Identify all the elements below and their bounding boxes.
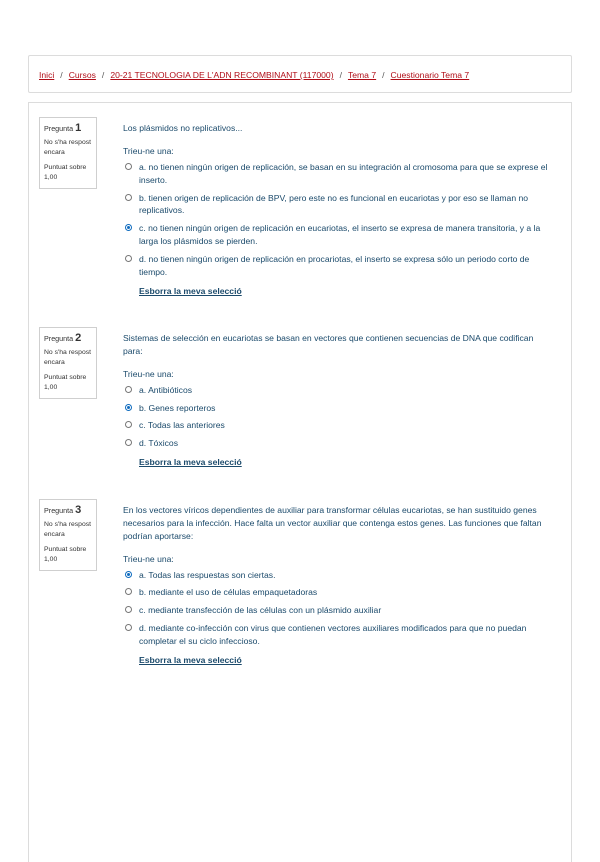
answer-prompt: Trieu-ne una: xyxy=(123,145,174,156)
question-state: No s'ha respost encara xyxy=(44,349,92,366)
option-label: c. mediante transfección de las células con un plásmido auxiliar xyxy=(139,605,382,616)
clear-choice-link[interactable]: Esborra la meva selecció xyxy=(139,457,242,468)
option-label: a. no tienen ningún origen de replicación, se basan en su integración al cromosoma para que se exprese el inserto. xyxy=(139,161,548,185)
answer-option[interactable] xyxy=(123,384,553,397)
question-info-box xyxy=(39,327,97,399)
radio-button[interactable] xyxy=(125,439,132,446)
radio-button[interactable] xyxy=(125,386,132,393)
option-label: d. Tóxicos xyxy=(139,438,179,449)
option-label: c. Todas las anteriores xyxy=(139,420,225,431)
option-label: a. Todas las respuestas son ciertas. xyxy=(139,569,276,580)
option-label: d. no tienen ningún origen de replicación en procariotas, el inserto se expresa sólo un periodo corto de tiempo. xyxy=(139,254,530,278)
answer-option[interactable] xyxy=(123,253,553,279)
question-state: No s'ha respost encara xyxy=(44,139,92,156)
question-state: No s'ha respost encara xyxy=(44,521,92,538)
option-label: a. Antibióticos xyxy=(139,384,193,395)
question-text: Sistemas de selección en eucariotas se basan en vectores que contienen secuencias de DNA que codifican para: xyxy=(123,333,534,356)
answer-option[interactable] xyxy=(123,222,553,248)
breadcrumb-separator: / xyxy=(60,70,63,80)
answer-prompt: Trieu-ne una: xyxy=(123,553,174,564)
breadcrumb-link-course[interactable]: 20-21 TECNOLOGIA DE L'ADN RECOMBINANT (117000) xyxy=(110,70,334,80)
question-text: En los vectores víricos dependientes de auxiliar para transformar células eucariotas, se han sustituido genes necesarios para la infección. Hace falta un vector auxiliar que contenga estos genes. Las funciones que faltan podrían aportarse: xyxy=(123,505,542,541)
question-content xyxy=(123,504,553,667)
clear-choice-link[interactable]: Esborra la meva selecció xyxy=(139,285,242,296)
answer-option[interactable] xyxy=(123,192,553,218)
radio-button[interactable] xyxy=(125,588,132,595)
radio-button[interactable] xyxy=(125,255,132,262)
breadcrumb-separator: / xyxy=(382,70,385,80)
breadcrumb-separator: / xyxy=(101,70,105,80)
radio-button[interactable] xyxy=(125,624,132,631)
answer-option[interactable] xyxy=(123,161,553,187)
breadcrumb xyxy=(39,70,469,80)
breadcrumb-link-cursos[interactable]: Cursos xyxy=(68,70,96,80)
answer-options xyxy=(123,161,553,279)
breadcrumb-link-tema[interactable]: Tema 7 xyxy=(347,70,377,80)
question-info-box xyxy=(39,117,97,189)
answer-option[interactable] xyxy=(123,586,553,599)
question-content xyxy=(123,122,553,298)
question-content xyxy=(123,332,553,469)
radio-button[interactable] xyxy=(125,163,132,170)
answer-option[interactable] xyxy=(123,402,553,415)
breadcrumb-link-quiz[interactable]: Cuestionario Tema 7 xyxy=(390,70,470,80)
breadcrumb-link-inici[interactable]: Inici xyxy=(39,70,55,80)
question-grade: Puntuat sobre 1,00 xyxy=(44,546,87,563)
answer-options xyxy=(123,384,553,451)
radio-button[interactable] xyxy=(125,404,132,411)
answer-option[interactable] xyxy=(123,604,553,617)
question-number: Pregunta 3 xyxy=(44,504,82,516)
option-label: d. mediante co-infección con virus que contienen vectores auxiliares modificados para que no puedan completar el su ciclo infeccioso. xyxy=(139,623,527,647)
answer-prompt: Trieu-ne una: xyxy=(123,368,174,379)
question-number: Pregunta 2 xyxy=(44,332,82,344)
breadcrumb-separator: / xyxy=(339,70,342,80)
radio-button[interactable] xyxy=(125,571,132,578)
option-label: b. Genes reporteros xyxy=(139,402,216,413)
radio-button[interactable] xyxy=(125,194,132,201)
radio-button[interactable] xyxy=(125,421,132,428)
answer-option[interactable] xyxy=(123,569,553,582)
breadcrumb-container xyxy=(28,55,572,93)
option-label: b. mediante el uso de células empaquetadoras xyxy=(139,587,318,598)
answer-option[interactable] xyxy=(123,622,553,648)
option-label: b. tienen origen de replicación de BPV, pero este no es funcional en eucariotas y por eso se llaman no replicativos. xyxy=(139,192,529,216)
quiz-main-region xyxy=(28,102,572,862)
radio-button[interactable] xyxy=(125,606,132,613)
answer-options xyxy=(123,569,553,648)
answer-option[interactable] xyxy=(123,419,553,432)
question-number: Pregunta 1 xyxy=(44,122,82,134)
clear-choice-link[interactable]: Esborra la meva selecció xyxy=(139,655,242,666)
question-grade: Puntuat sobre 1,00 xyxy=(44,374,87,391)
question-grade: Puntuat sobre 1,00 xyxy=(44,164,87,181)
option-label: c. no tienen ningún origen de replicación en eucariotas, el inserto se expresa de manera transitoria, y a la larga los plásmidos se pierden. xyxy=(139,223,541,247)
question-text: Los plásmidos no replicativos... xyxy=(123,123,243,133)
question-info-box xyxy=(39,499,97,571)
radio-button[interactable] xyxy=(125,224,132,231)
answer-option[interactable] xyxy=(123,437,553,450)
